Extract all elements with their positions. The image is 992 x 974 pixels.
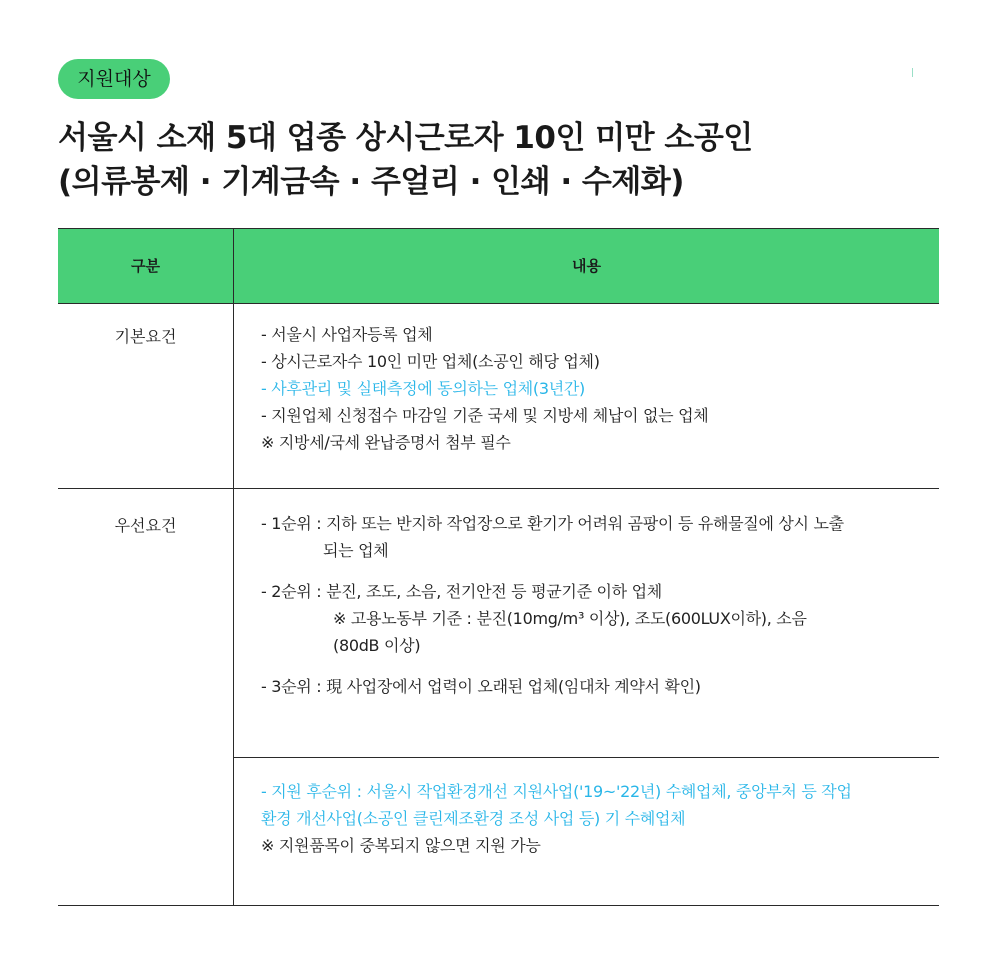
basic-note: ※ 지방세/국세 완납증명서 첨부 필수 [261,433,511,452]
target-badge: 지원대상 [58,59,170,99]
row-label-basic: 기본요건 [114,327,177,346]
basic-item: - 상시근로자수 10인 미만 업체(소공인 해당 업체) [261,352,600,371]
title-line-1: 서울시 소재 5대 업종 상시근로자 10인 미만 소공인 [58,120,753,156]
priority-2: - 2순위 : 분진, 조도, 소음, 전기안전 등 평균기준 이하 업체 [261,582,662,601]
basic-requirements [261,321,937,456]
priority-1: - 1순위 : 지하 또는 반지하 작업장으로 환기가 어려워 곰팡이 등 유해물질에 상시 노출 [261,514,844,533]
header-category: 구분 [131,257,160,275]
eligibility-table [58,228,939,906]
page-title [58,116,938,204]
basic-item: - 서울시 사업자등록 업체 [261,325,433,344]
row-divider-partial [234,757,939,758]
table-bottom-border [58,905,939,906]
priority-requirements [261,510,937,700]
priority-2-note-cont: (80dB 이상) [333,636,421,655]
decorative-mark [912,68,913,77]
basic-item-highlight: - 사후관리 및 실태측정에 동의하는 업체(3년간) [261,379,585,398]
priority-3: - 3순위 : 現 사업장에서 업력이 오래된 업체(임대차 계약서 확인) [261,677,701,696]
followup-line: 환경 개선사업(소공인 클린제조환경 조성 사업 등) 기 수혜업체 [261,809,686,828]
followup-line: - 지원 후순위 : 서울시 작업환경개선 지원사업('19~'22년) 수혜업체, 중앙부처 등 작업 [261,782,852,801]
priority-2-note: ※ 고용노동부 기준 : 분진(10mg/m³ 이상), 조도(600LUX이하), 소음 [333,609,807,628]
row-label-priority: 우선요건 [114,516,177,535]
followup-priority [261,778,937,859]
header-content: 내용 [572,257,601,275]
row-divider [58,488,939,489]
column-divider [233,228,234,906]
basic-item: - 지원업체 신청접수 마감일 기준 국세 및 지방세 체납이 없는 업체 [261,406,709,425]
title-line-2: (의류봉제 · 기계금속 · 주얼리 · 인쇄 · 수제화) [58,164,684,200]
priority-1-cont: 되는 업체 [323,541,389,560]
table-header [58,228,939,304]
followup-note: ※ 지원품목이 중복되지 않으면 지원 가능 [261,836,541,855]
